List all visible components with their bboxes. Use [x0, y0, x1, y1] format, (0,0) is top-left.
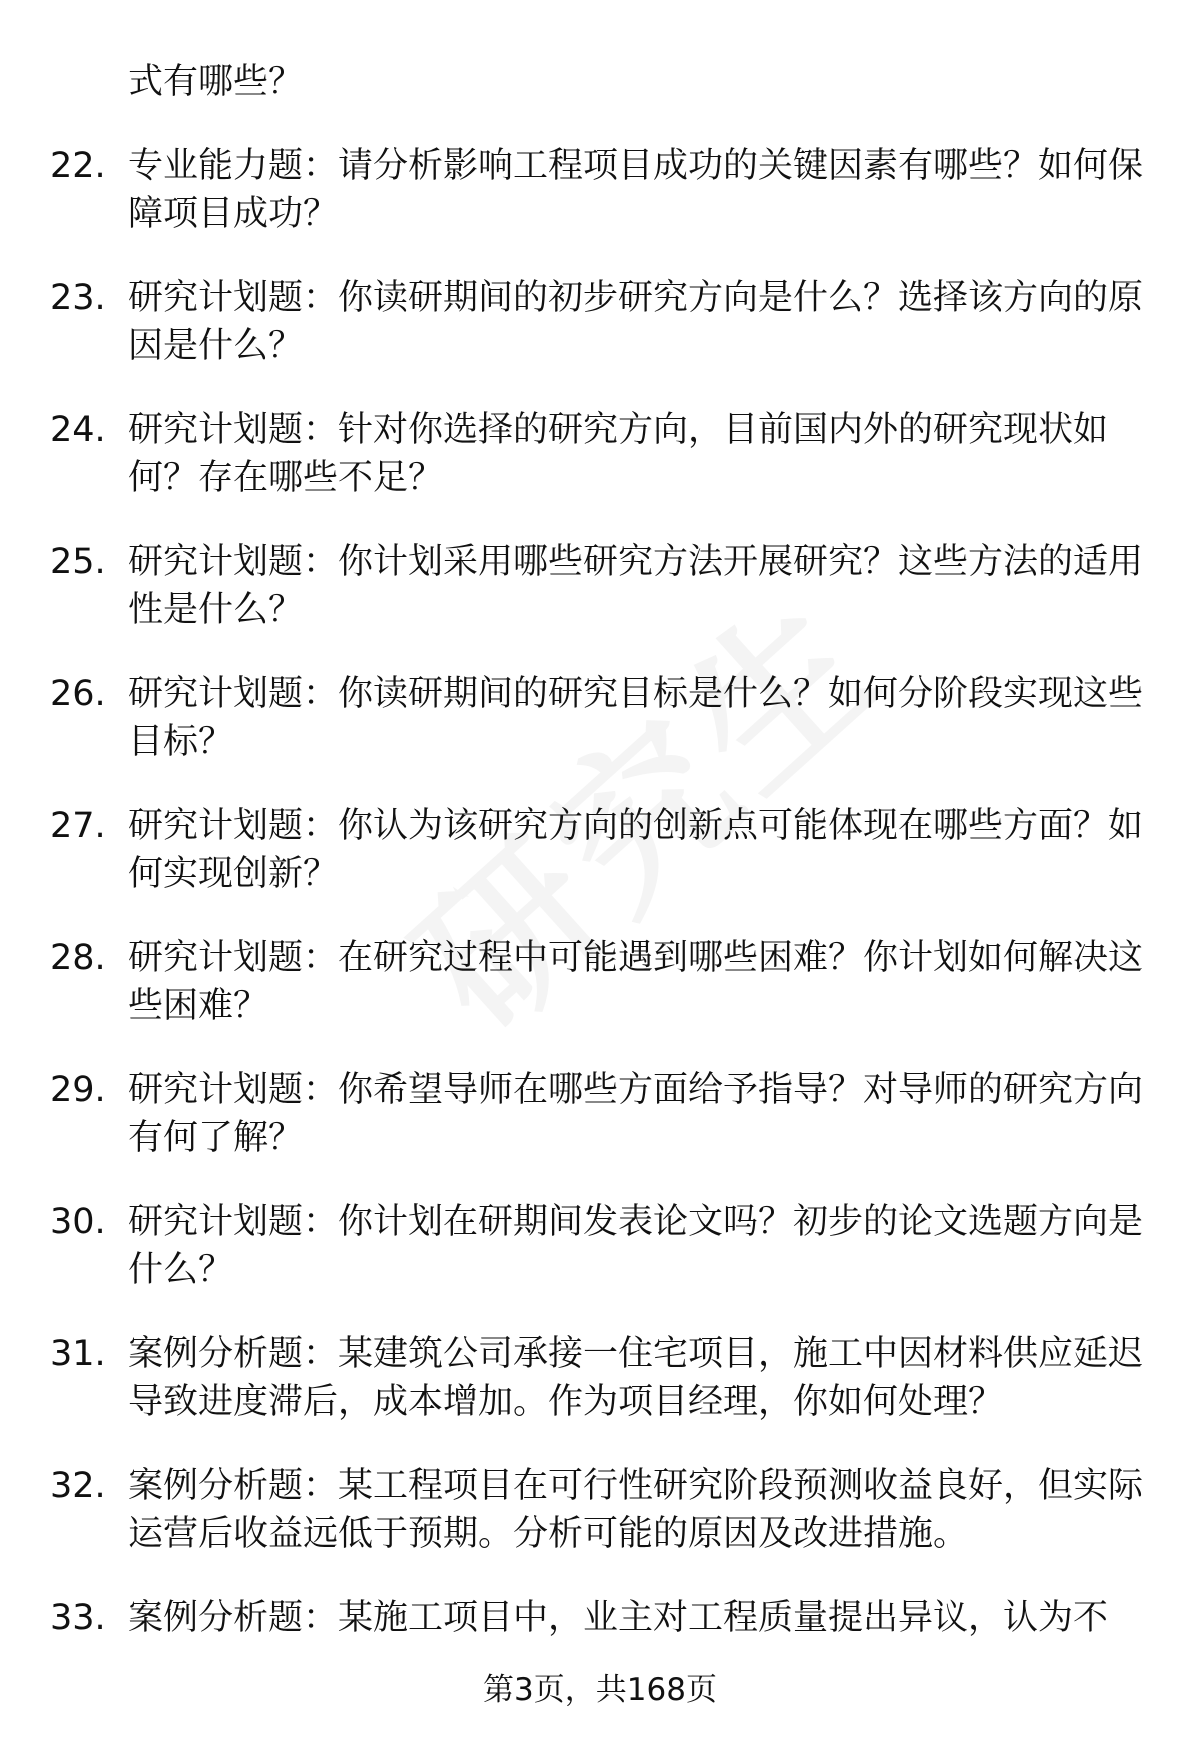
question-text: 研究计划题：你读研期间的初步研究方向是什么？选择该方向的原因是什么？ [128, 278, 1143, 366]
list-item [50, 1198, 1150, 1294]
list-item [50, 142, 1150, 238]
question-number: 24. [50, 410, 106, 450]
question-text: 专业能力题：请分析影响工程项目成功的关键因素有哪些？如何保障项目成功？ [128, 146, 1143, 234]
question-number: 22. [50, 146, 106, 186]
question-number: 30. [50, 1202, 106, 1242]
question-number: 33. [50, 1598, 106, 1638]
question-number: 32. [50, 1466, 106, 1506]
list-item [50, 1066, 1150, 1162]
question-number: 29. [50, 1070, 106, 1110]
list-item [50, 538, 1150, 634]
question-text: 研究计划题：你认为该研究方向的创新点可能体现在哪些方面？如何实现创新？ [128, 806, 1143, 894]
list-item [50, 274, 1150, 370]
list-item [50, 1330, 1150, 1426]
question-text: 案例分析题：某工程项目在可行性研究阶段预测收益良好，但实际运营后收益远低于预期。分析可能的原因及改进措施。 [128, 1466, 1143, 1554]
question-number: 28. [50, 938, 106, 978]
question-number: 27. [50, 806, 106, 846]
page-footer: 第3页，共168页 [483, 1672, 717, 1708]
question-number: 26. [50, 674, 106, 714]
continuation-text: 式有哪些？ [128, 62, 304, 102]
question-text: 案例分析题：某建筑公司承接一住宅项目，施工中因材料供应延迟导致进度滞后，成本增加。作为项目经理，你如何处理？ [128, 1334, 1143, 1422]
question-text: 研究计划题：你读研期间的研究目标是什么？如何分阶段实现这些目标？ [128, 674, 1143, 762]
question-list [50, 142, 1150, 1726]
question-text: 研究计划题：针对你选择的研究方向，目前国内外的研究现状如何？存在哪些不足？ [128, 410, 1109, 498]
question-text: 研究计划题：你希望导师在哪些方面给予指导？对导师的研究方向有何了解？ [128, 1070, 1143, 1158]
list-item [50, 1462, 1150, 1558]
question-number: 25. [50, 542, 106, 582]
question-number: 23. [50, 278, 106, 318]
question-number: 31. [50, 1334, 106, 1374]
list-item [50, 802, 1150, 898]
question-text: 研究计划题：在研究过程中可能遇到哪些困难？你计划如何解决这些困难？ [128, 938, 1143, 1026]
list-item [50, 406, 1150, 502]
question-text: 案例分析题：某施工项目中，业主对工程质量提出异议，认为不 [128, 1598, 1109, 1638]
list-item [50, 670, 1150, 766]
question-text: 研究计划题：你计划在研期间发表论文吗？初步的论文选题方向是什么？ [128, 1202, 1143, 1290]
question-text: 研究计划题：你计划采用哪些研究方法开展研究？这些方法的适用性是什么？ [128, 542, 1143, 630]
list-item [50, 934, 1150, 1030]
